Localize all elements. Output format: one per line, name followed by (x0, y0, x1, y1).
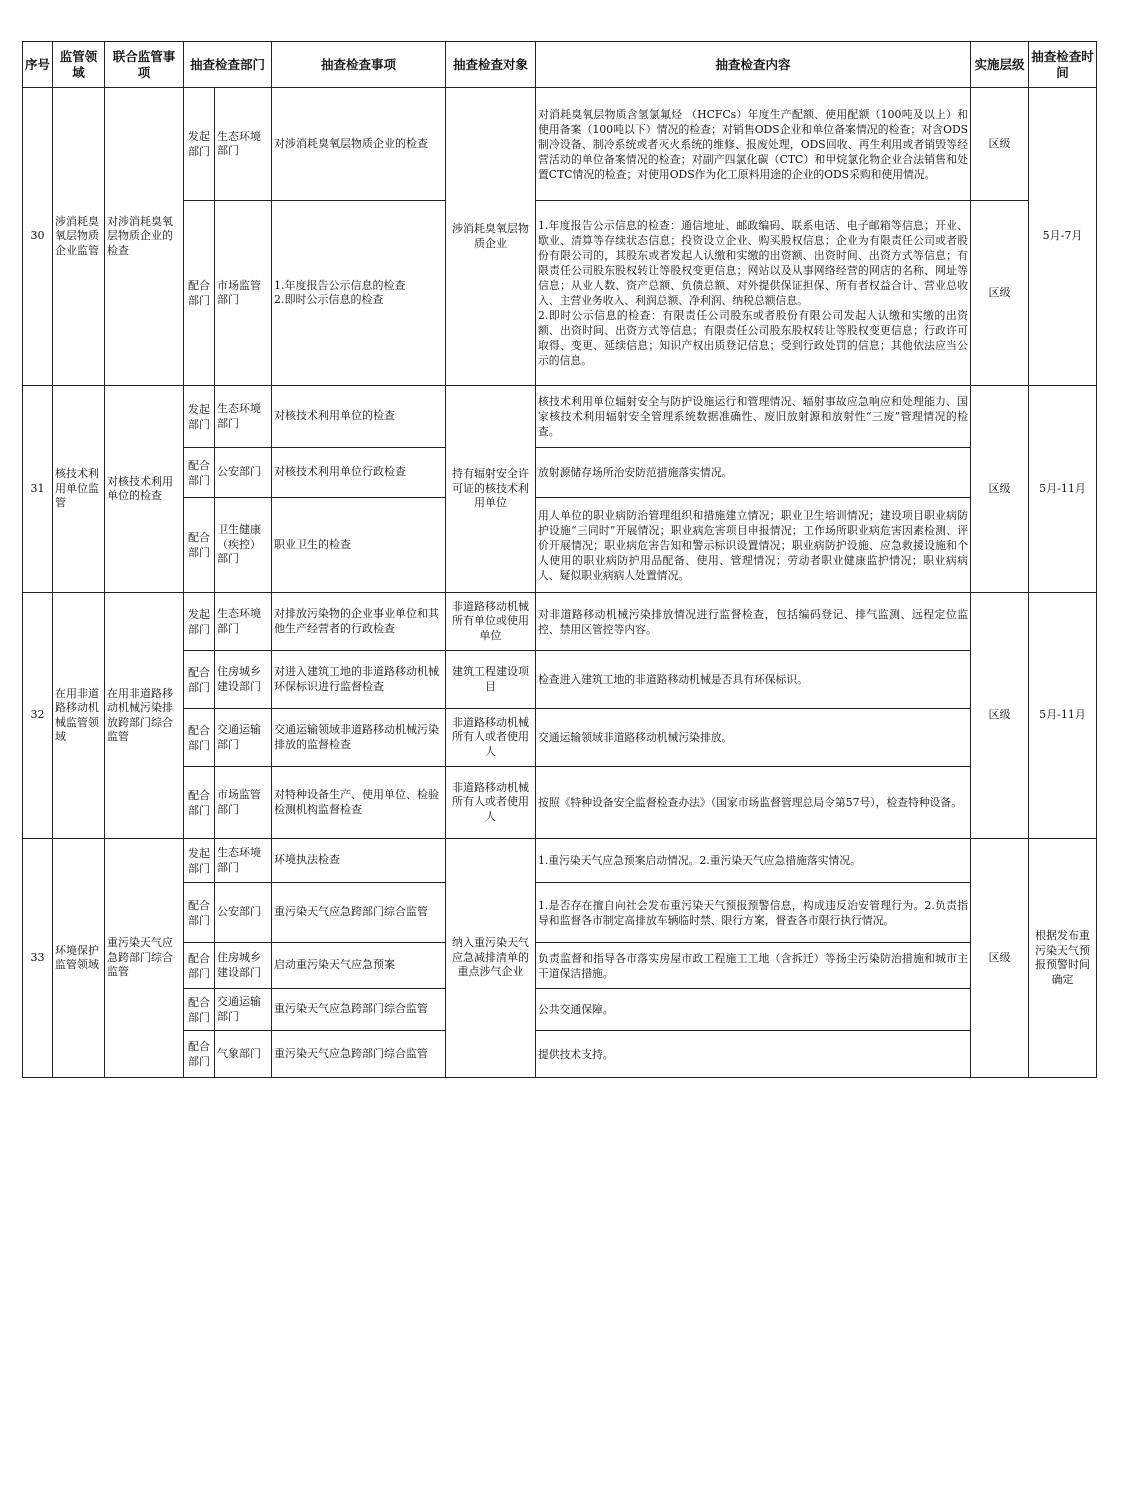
sub-role: 配合部门 (184, 767, 215, 839)
row-no: 31 (23, 386, 53, 593)
table-row (23, 448, 1097, 498)
table-row (23, 88, 1097, 201)
sub-dept: 卫生健康（疾控）部门 (215, 498, 272, 593)
sub-role: 配合部门 (184, 651, 215, 709)
sub-dept: 市场监管部门 (215, 767, 272, 839)
sub-role: 配合部门 (184, 498, 215, 593)
row-time: 5月-11月 (1029, 386, 1097, 593)
row-no: 33 (23, 839, 53, 1078)
sub-content: 放射源储存场所治安防范措施落实情况。 (536, 448, 971, 498)
sub-item: 对进入建筑工地的非道路移动机械环保标识进行监督检查 (272, 651, 446, 709)
sub-role: 发起部门 (184, 839, 215, 883)
row-no: 32 (23, 593, 53, 839)
sub-dept: 公安部门 (215, 448, 272, 498)
row-time: 根据发布重污染天气预报预警时间确定 (1029, 839, 1097, 1078)
header-no: 序号 (23, 42, 53, 88)
table-row (23, 709, 1097, 767)
row-time: 5月-7月 (1029, 88, 1097, 386)
header-field: 监管领域 (53, 42, 105, 88)
header-joint: 联合监管事项 (105, 42, 184, 88)
sub-item: 对特种设备生产、使用单位、检验检测机构监督检查 (272, 767, 446, 839)
sub-dept: 生态环境部门 (215, 88, 272, 201)
sub-content: 检查进入建筑工地的非道路移动机械是否具有环保标识。 (536, 651, 971, 709)
sub-item: 1.年度报告公示信息的检查 2.即时公示信息的检查 (272, 201, 446, 386)
sub-dept: 市场监管部门 (215, 201, 272, 386)
sub-content: 核技术利用单位辐射安全与防护设施运行和管理情况、辐射事故应急响应和处理能力、国家核技术利用辐射安全管理系统数据准确性、废旧放射源和放射性“三废”管理情况的检查。 (536, 386, 971, 448)
header-level: 实施层级 (971, 42, 1029, 88)
row-joint: 对核技术利用单位的检查 (105, 386, 184, 593)
sub-content: 提供技术支持。 (536, 1031, 971, 1078)
sub-role: 配合部门 (184, 709, 215, 767)
sub-target: 非道路移动机械所有单位或使用单位 (446, 593, 536, 651)
sub-role: 配合部门 (184, 201, 215, 386)
sub-dept: 生态环境部门 (215, 386, 272, 448)
table-row (23, 1031, 1097, 1078)
sub-dept: 气象部门 (215, 1031, 272, 1078)
row-joint: 重污染天气应急跨部门综合监管 (105, 839, 184, 1078)
table-row (23, 651, 1097, 709)
row-joint: 对涉消耗臭氧层物质企业的检查 (105, 88, 184, 386)
header-time: 抽查检查时间 (1029, 42, 1097, 88)
sub-content: 按照《特种设备安全监督检查办法》（国家市场监督管理总局令第57号），检查特种设备。 (536, 767, 971, 839)
sub-dept: 生态环境部门 (215, 839, 272, 883)
header-content: 抽查检查内容 (536, 42, 971, 88)
sub-dept: 交通运输部门 (215, 989, 272, 1031)
row-level: 区级 (971, 593, 1029, 839)
sub-dept: 住房城乡建设部门 (215, 651, 272, 709)
sub-role: 配合部门 (184, 883, 215, 943)
table-row (23, 498, 1097, 593)
header-item: 抽查检查事项 (272, 42, 446, 88)
sub-content: 负责监督和指导各市落实房屋市政工程施工工地（含拆迁）等扬尘污染防治措施和城市主干道保洁措施。 (536, 943, 971, 989)
sub-role: 配合部门 (184, 943, 215, 989)
table-row (23, 767, 1097, 839)
table-row (23, 593, 1097, 651)
sub-content: 1.重污染天气应急预案启动情况。2.重污染天气应急措施落实情况。 (536, 839, 971, 883)
sub-dept: 公安部门 (215, 883, 272, 943)
sub-role: 配合部门 (184, 448, 215, 498)
row-time: 5月-11月 (1029, 593, 1097, 839)
table-row (23, 201, 1097, 386)
sub-item: 重污染天气应急跨部门综合监管 (272, 1031, 446, 1078)
sub-item: 职业卫生的检查 (272, 498, 446, 593)
sub-role: 发起部门 (184, 88, 215, 201)
row-target: 涉消耗臭氧层物质企业 (446, 88, 536, 386)
header-row (23, 42, 1097, 88)
table-row (23, 989, 1097, 1031)
table-row (23, 386, 1097, 448)
sub-role: 配合部门 (184, 1031, 215, 1078)
sub-item: 重污染天气应急跨部门综合监管 (272, 989, 446, 1031)
row-target: 持有辐射安全许可证的核技术利用单位 (446, 386, 536, 593)
row-level: 区级 (971, 386, 1029, 593)
sub-role: 发起部门 (184, 386, 215, 448)
sub-target: 非道路移动机械所有人或者使用人 (446, 709, 536, 767)
sub-level: 区级 (971, 201, 1029, 386)
row-field: 环境保护监管领域 (53, 839, 105, 1078)
sub-item: 对排放污染物的企业事业单位和其他生产经营者的行政检查 (272, 593, 446, 651)
sub-item: 对核技术利用单位行政检查 (272, 448, 446, 498)
inspection-table (22, 41, 1097, 1078)
row-no: 30 (23, 88, 53, 386)
row-joint: 在用非道路移动机械污染排放跨部门综合监管 (105, 593, 184, 839)
sub-role: 发起部门 (184, 593, 215, 651)
sub-target: 建筑工程建设项目 (446, 651, 536, 709)
sub-content: 公共交通保障。 (536, 989, 971, 1031)
row-target: 纳入重污染天气应急减排清单的重点涉气企业 (446, 839, 536, 1078)
row-level: 区级 (971, 839, 1029, 1078)
sub-dept: 交通运输部门 (215, 709, 272, 767)
row-field: 在用非道路移动机械监管领域 (53, 593, 105, 839)
header-target: 抽查检查对象 (446, 42, 536, 88)
sub-level: 区级 (971, 88, 1029, 201)
sub-target: 非道路移动机械所有人或者使用人 (446, 767, 536, 839)
sub-content: 对消耗臭氧层物质含氢氯氟烃 （HCFCs）年度生产配额、使用配额（100吨及以上）和使用备案（100吨以下）情况的检查；对销售ODS企业和单位备案情况的检查；对含ODS制冷设备、制冷系统或者灭火系统的维修、报废处理，ODS回收、再生利用或者销毁等经营活动的单位备案情况的检查；对副产四氯化碳（CTC）和甲烷氯化物企业合法销售和处置CTC情况的检查；对使用ODS作为化工原料用途的企业的ODS采购和使用情况。 (536, 88, 971, 201)
sub-item: 对涉消耗臭氧层物质企业的检查 (272, 88, 446, 201)
sub-role: 配合部门 (184, 989, 215, 1031)
sub-content: 对非道路移动机械污染排放情况进行监督检查，包括编码登记、排气监测、远程定位监控、禁用区管控等内容。 (536, 593, 971, 651)
sub-item: 重污染天气应急跨部门综合监管 (272, 883, 446, 943)
sub-item: 对核技术利用单位的检查 (272, 386, 446, 448)
table-row (23, 943, 1097, 989)
sub-item: 环境执法检查 (272, 839, 446, 883)
sub-dept: 生态环境部门 (215, 593, 272, 651)
sub-dept: 住房城乡建设部门 (215, 943, 272, 989)
sub-item: 交通运输领域非道路移动机械污染排放的监督检查 (272, 709, 446, 767)
sub-content: 交通运输领域非道路移动机械污染排放。 (536, 709, 971, 767)
sub-content: 用人单位的职业病防治管理组织和措施建立情况；职业卫生培训情况；建设项目职业病防护设施“三同时”开展情况；职业病危害项目申报情况；工作场所职业病危害因素检测、评价开展情况；职业病危害告知和警示标识设置情况；职业病防护设施、应急救援设施和个人使用的职业病防护用品配备、使用、管理情况；劳动者职业健康监护情况；职业病病人、疑似职业病病人处置情况。 (536, 498, 971, 593)
table-row (23, 839, 1097, 883)
header-dept: 抽查检查部门 (184, 42, 272, 88)
row-field: 涉消耗臭氧层物质企业监管 (53, 88, 105, 386)
sub-item: 启动重污染天气应急预案 (272, 943, 446, 989)
row-field: 核技术利用单位监管 (53, 386, 105, 593)
sub-content: 1.是否存在擅自向社会发布重污染天气预报预警信息，构成违反治安管理行为。2.负责指导和监督各市制定高排放车辆临时禁、限行方案，督查各市限行执行情况。 (536, 883, 971, 943)
sub-content: 1.年度报告公示信息的检查：通信地址、邮政编码、联系电话、电子邮箱等信息；开业、歇业、清算等存续状态信息；投资设立企业、购买股权信息；企业为有限责任公司或者股份有限公司的，其股东或者发起人认缴和实缴的出资额、出资时间、出资方式等信息；有限责任公司股东股权转让等股权变更信息；网站以及从事网络经营的网店的名称、网址等信息；从业人数、资产总额、负债总额、对外提供保证担保、所有者权益合计、营业总收入、主营业务收入、利润总额、净利润、纳税总额信息。 2.即时公示信息的检查：有限责任公司股东或者股份有限公司发起人认缴和实缴的出资额、出资时间、出资方式等信息；有限责任公司股东股权转让等股权变更信息；行政许可取得、变更、延续信息；知识产权出质登记信息；受到行政处罚的信息；其他依法应当公示的信息。 (536, 201, 971, 386)
table-row (23, 883, 1097, 943)
